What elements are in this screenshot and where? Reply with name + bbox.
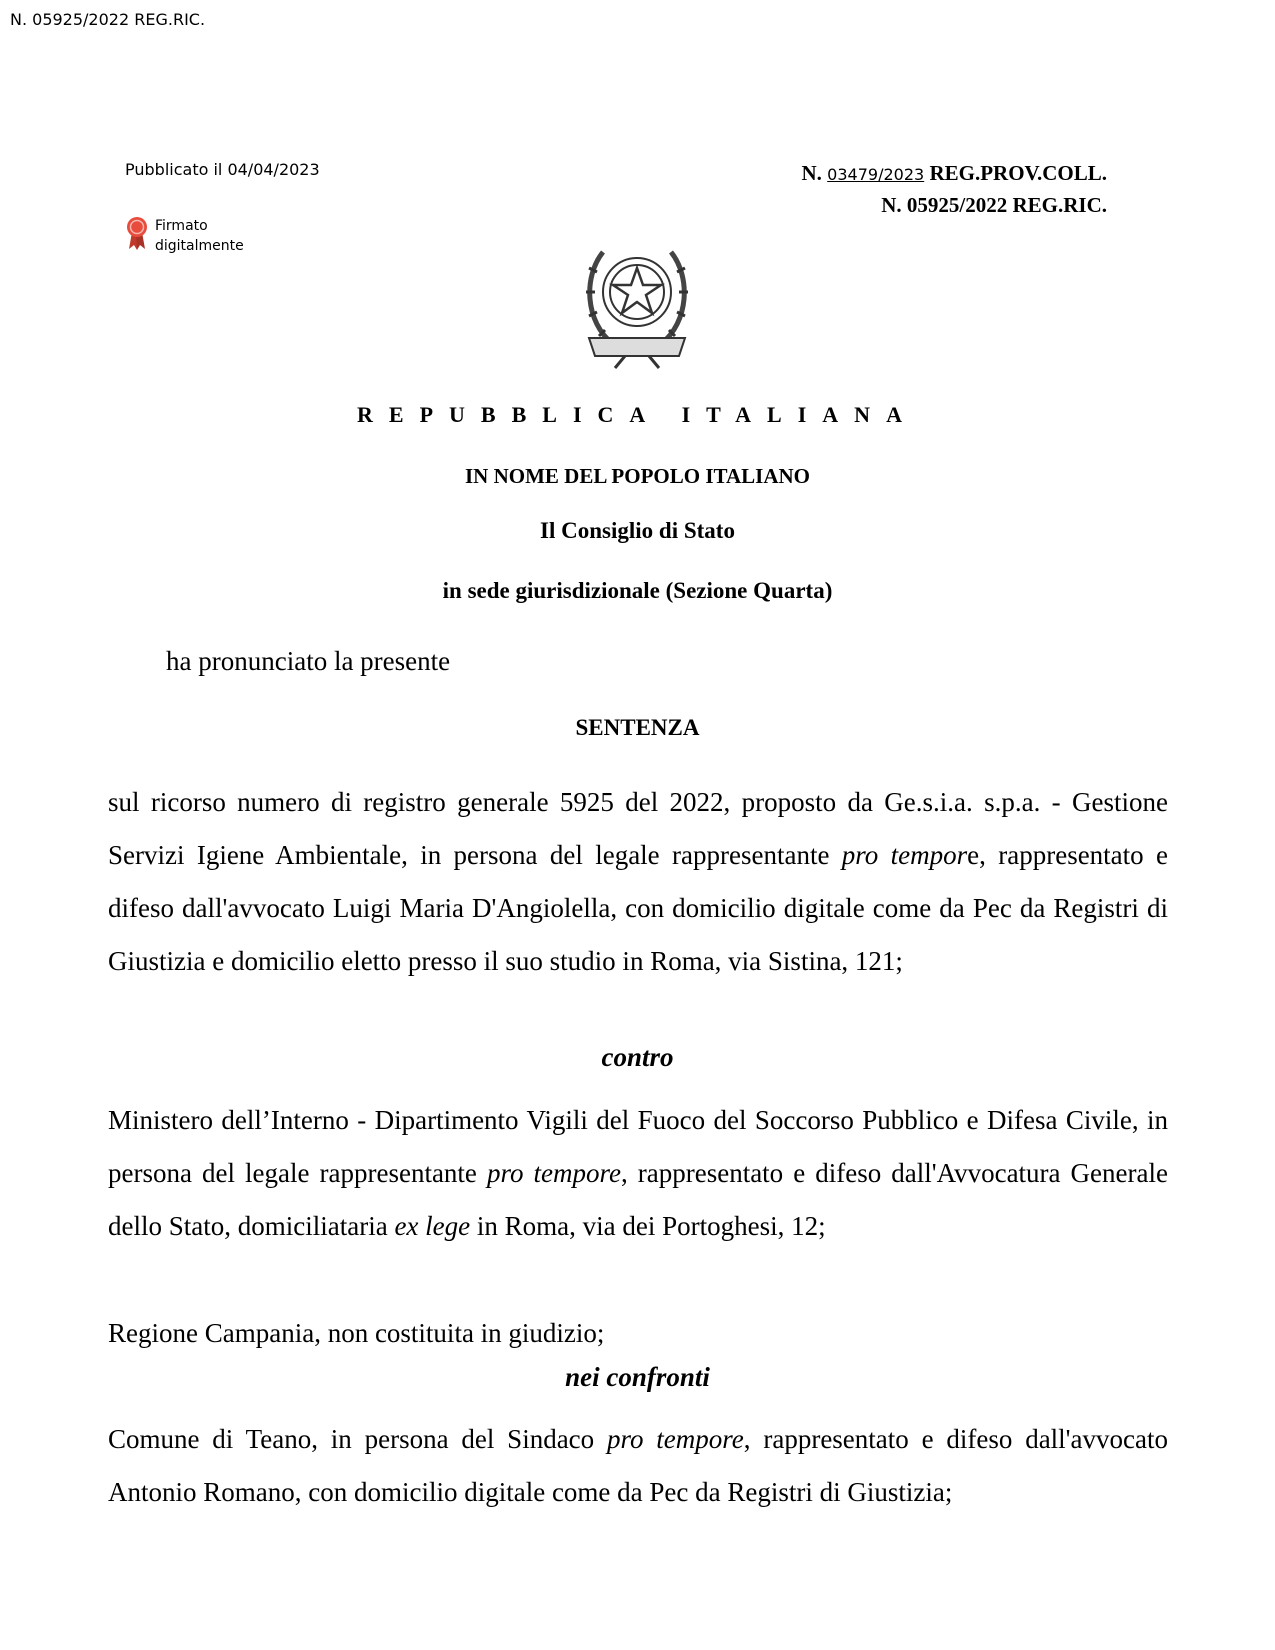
reg-prov-year: 2023	[883, 165, 925, 184]
published-date: Pubblicato il 04/04/2023	[125, 160, 320, 179]
reg-prov-prefix: N.	[801, 161, 822, 185]
council-heading: Il Consiglio di Stato	[540, 518, 735, 543]
paragraph-respondent: Ministero dell’Interno - Dipartimento Vigili del Fuoco del Soccorso Pubblico e Difesa Civile, in persona del legale rappresentante pro tempore, rappresentato e difeso dall'Avvocatura Generale dello Stato, domiciliataria ex lege in Roma, via dei Portoghesi, 12;	[108, 1105, 1168, 1241]
reg-ric: N. 05925/2022 REG.RIC.	[881, 193, 1107, 217]
section-heading: in sede giurisdizionale (Sezione Quarta)	[442, 578, 833, 603]
reg-prov-coll	[802, 158, 1108, 190]
intro-line: ha pronunciato la presente	[166, 646, 451, 676]
signature-text	[155, 216, 244, 256]
header-reg-ric-top: N. 05925/2022 REG.RIC.	[10, 10, 206, 29]
digital-signature-badge	[125, 216, 244, 256]
paragraph-region: Regione Campania, non costituita in giudizio;	[108, 1318, 605, 1348]
reg-prov-suffix: REG.PROV.COLL.	[929, 161, 1107, 185]
reg-prov-separator: /	[878, 165, 884, 184]
signature-line-1: Firmato	[155, 218, 208, 234]
signature-line-2: digitalmente	[155, 238, 244, 254]
confronti-heading: nei confronti	[565, 1362, 710, 1392]
registry-numbers	[802, 158, 1108, 220]
reg-prov-number: 03479	[827, 165, 879, 184]
people-heading: IN NOME DEL POPOLO ITALIANO	[465, 464, 810, 488]
sentence-title: SENTENZA	[575, 715, 700, 740]
ribbon-seal-icon	[125, 216, 149, 250]
contro-heading: contro	[601, 1042, 674, 1072]
republic-heading: REPUBBLICA ITALIANA	[357, 402, 918, 427]
paragraph-comune: Comune di Teano, in persona del Sindaco pro tempore, rappresentato e difeso dall'avvocato Antonio Romano, con domicilio digitale come da Pec da Registri di Giustizia;	[108, 1424, 1168, 1507]
italian-republic-emblem-icon	[575, 232, 699, 370]
paragraph-appellant: sul ricorso numero di registro generale 5925 del 2022, proposto da Ge.s.i.a. s.p.a. - Gestione Servizi Igiene Ambientale, in persona del legale rappresentante pro tempore, rappresentato e difeso dall'avvocato Luigi Maria D'Angiolella, con domicilio digitale come da Pec da Registri di Giustizia e domicilio eletto presso il suo studio in Roma, via Sistina, 121;	[108, 787, 1169, 976]
